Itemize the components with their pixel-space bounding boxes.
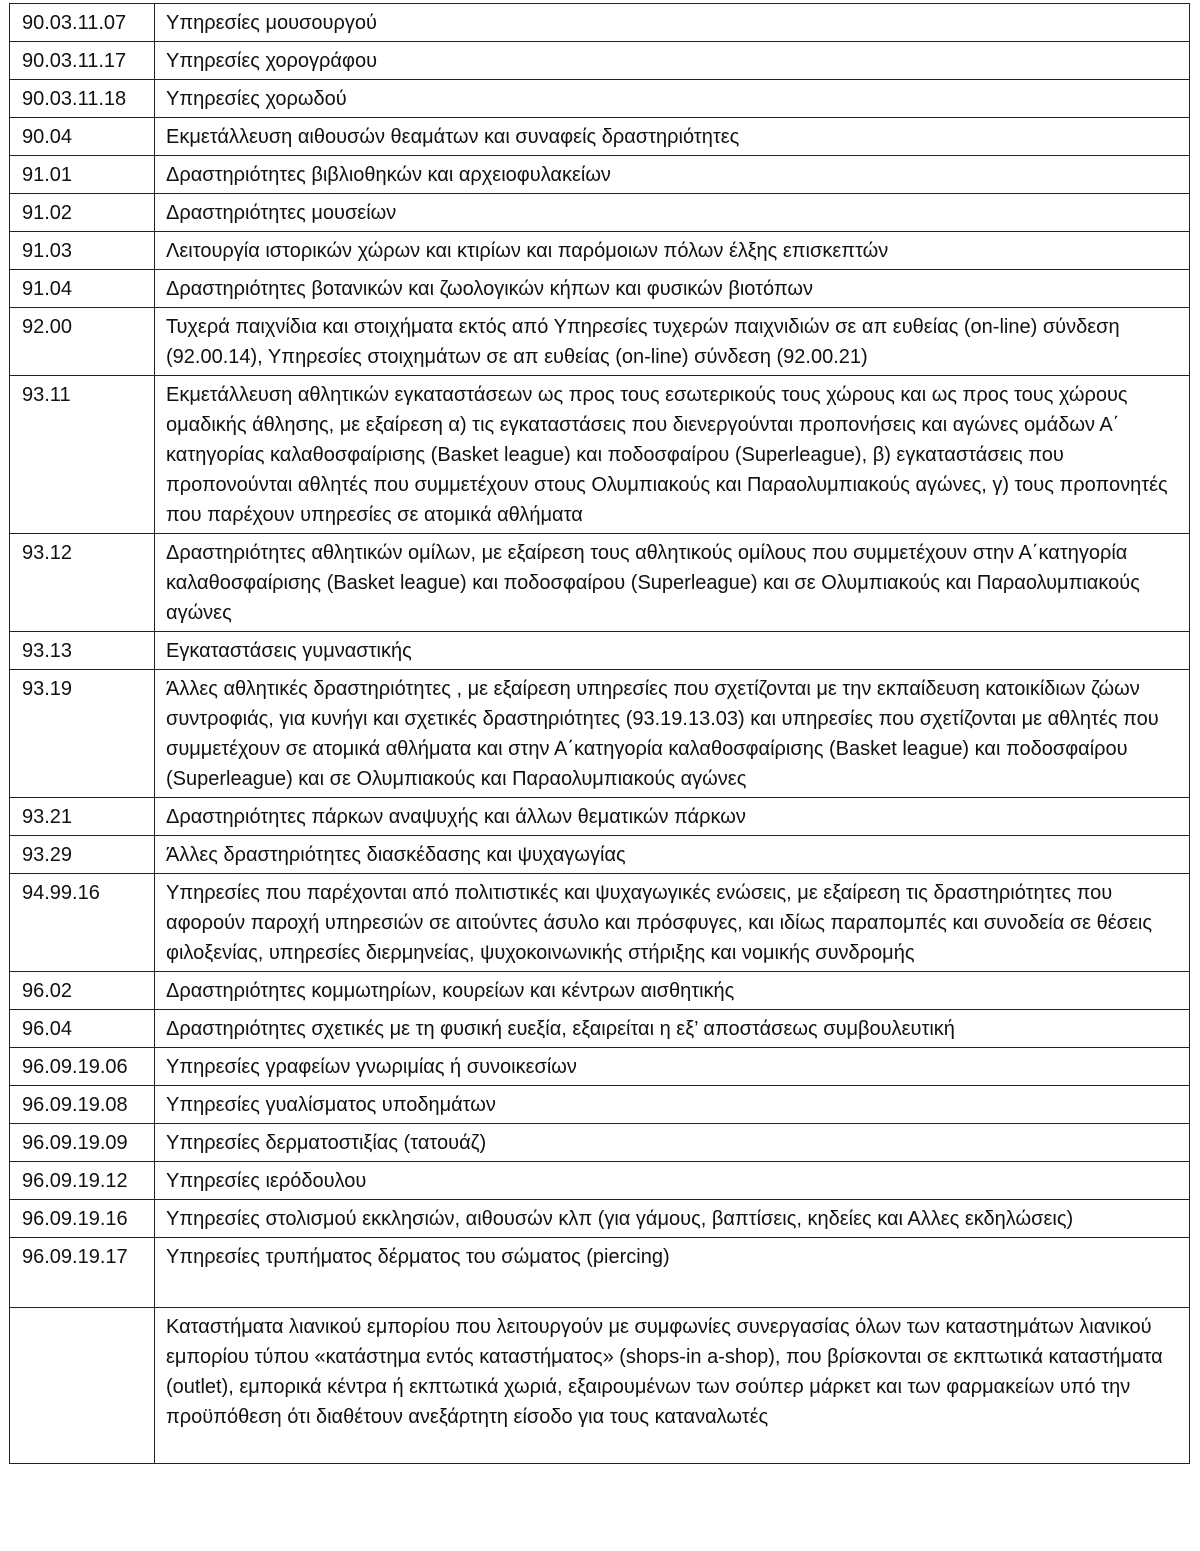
activity-description: Εκμετάλλευση αθλητικών εγκαταστάσεων ως προς τους εσωτερικούς τους χώρους και ως προς τους χώρους ομαδικής άθλησης, με εξαίρεση α) τις εγκαταστάσεις που διενεργούνται προπονήσεις και αγώνες ομάδων Α΄ κατηγορίας καλαθοσφαίρισης (Basket league) και ποδοσφαίρου (Superleague), β) εγκαταστάσεις που προπονούνται αθλητές που συμμετέχουν στους Ολυμπιακούς και Παραολυμπιακούς αγώνες, γ) τους προπονητές που παρέχουν υπηρεσίες σε ατομικά αθλήματα <box>155 376 1190 534</box>
activity-code: 96.09.19.06 <box>10 1048 155 1086</box>
activity-description: Τυχερά παιχνίδια και στοιχήματα εκτός από Υπηρεσίες τυχερών παιχνιδιών σε απ ευθείας (on-line) σύνδεση (92.00.14), Υπηρεσίες στοιχημάτων σε απ ευθείας (on-line) σύνδεση (92.00.21) <box>155 308 1190 376</box>
activity-description: Υπηρεσίες μουσουργού <box>155 4 1190 42</box>
activity-description: Εκμετάλλευση αιθουσών θεαμάτων και συναφείς δραστηριότητες <box>155 118 1190 156</box>
table-row <box>10 1238 1190 1308</box>
activity-description: Υπηρεσίες χορωδού <box>155 80 1190 118</box>
activity-description: Υπηρεσίες ιερόδουλου <box>155 1162 1190 1200</box>
activity-code: 93.11 <box>10 376 155 534</box>
table-row <box>10 156 1190 194</box>
table-row <box>10 1048 1190 1086</box>
activity-code: 93.13 <box>10 632 155 670</box>
table-row <box>10 1162 1190 1200</box>
activity-code <box>10 1308 155 1464</box>
activity-code: 96.09.19.12 <box>10 1162 155 1200</box>
activity-code: 93.21 <box>10 798 155 836</box>
table-row <box>10 836 1190 874</box>
table-row <box>10 80 1190 118</box>
activity-code: 96.04 <box>10 1010 155 1048</box>
activity-code: 90.03.11.18 <box>10 80 155 118</box>
activity-description: Υπηρεσίες τρυπήματος δέρματος του σώματος (piercing) <box>155 1238 1190 1308</box>
table-row <box>10 798 1190 836</box>
activity-code: 91.01 <box>10 156 155 194</box>
activity-code: 90.04 <box>10 118 155 156</box>
table-row <box>10 1308 1190 1464</box>
table-row <box>10 1200 1190 1238</box>
activity-description: Υπηρεσίες γυαλίσματος υποδημάτων <box>155 1086 1190 1124</box>
activity-code: 93.12 <box>10 534 155 632</box>
table-row <box>10 42 1190 80</box>
activity-code: 90.03.11.07 <box>10 4 155 42</box>
activity-description: Άλλες δραστηριότητες διασκέδασης και ψυχαγωγίας <box>155 836 1190 874</box>
activity-code: 96.02 <box>10 972 155 1010</box>
activity-code: 96.09.19.16 <box>10 1200 155 1238</box>
table-row <box>10 270 1190 308</box>
activity-code: 94.99.16 <box>10 874 155 972</box>
activity-description: Δραστηριότητες βοτανικών και ζωολογικών κήπων και φυσικών βιοτόπων <box>155 270 1190 308</box>
activity-description: Υπηρεσίες δερματοστιξίας (τατουάζ) <box>155 1124 1190 1162</box>
activity-description: Δραστηριότητες αθλητικών ομίλων, με εξαίρεση τους αθλητικούς ομίλους που συμμετέχουν στην Α΄κατηγορία καλαθοσφαίρισης (Basket league) και ποδοσφαίρου (Superleague) και σε Ολυμπιακούς και Παραολυμπιακούς αγώνες <box>155 534 1190 632</box>
activity-code: 96.09.19.17 <box>10 1238 155 1308</box>
activity-description: Καταστήματα λιανικού εμπορίου που λειτουργούν με συμφωνίες συνεργασίας όλων των καταστημάτων λιανικού εμπορίου τύπου «κατάστημα εντός καταστήματος» (shops-in a-shop), που βρίσκονται σε εκπτωτικά καταστήματα (outlet), εμπορικά κέντρα ή εκπτωτικά χωριά, εξαιρουμένων των σούπερ μάρκετ και των φαρμακείων υπό την προϋπόθεση ότι διαθέτουν ανεξάρτητη είσοδο για τους καταναλωτές <box>155 1308 1190 1464</box>
table-row <box>10 972 1190 1010</box>
table-row <box>10 4 1190 42</box>
table-row <box>10 1124 1190 1162</box>
activity-description: Δραστηριότητες βιβλιοθηκών και αρχειοφυλακείων <box>155 156 1190 194</box>
activity-description: Υπηρεσίες χορογράφου <box>155 42 1190 80</box>
activity-description: Δραστηριότητες μουσείων <box>155 194 1190 232</box>
activity-code: 93.19 <box>10 670 155 798</box>
activity-code: 91.04 <box>10 270 155 308</box>
activity-description: Δραστηριότητες πάρκων αναψυχής και άλλων θεματικών πάρκων <box>155 798 1190 836</box>
activity-description: Λειτουργία ιστορικών χώρων και κτιρίων και παρόμοιων πόλων έλξης επισκεπτών <box>155 232 1190 270</box>
activity-description: Εγκαταστάσεις γυμναστικής <box>155 632 1190 670</box>
activity-code: 93.29 <box>10 836 155 874</box>
activity-code: 96.09.19.09 <box>10 1124 155 1162</box>
activity-code: 92.00 <box>10 308 155 376</box>
activity-code: 90.03.11.17 <box>10 42 155 80</box>
table-row <box>10 534 1190 632</box>
table-body <box>10 4 1190 1464</box>
table-row <box>10 1010 1190 1048</box>
activity-description: Δραστηριότητες κομμωτηρίων, κουρείων και κέντρων αισθητικής <box>155 972 1190 1010</box>
table-row <box>10 232 1190 270</box>
table-row <box>10 194 1190 232</box>
table-row <box>10 670 1190 798</box>
table-row <box>10 632 1190 670</box>
activity-description: Υπηρεσίες στολισμού εκκλησιών, αιθουσών κλπ (για γάμους, βαπτίσεις, κηδείες και Αλλες εκδηλώσεις) <box>155 1200 1190 1238</box>
activity-description: Υπηρεσίες γραφείων γνωριμίας ή συνοικεσίων <box>155 1048 1190 1086</box>
table-row <box>10 118 1190 156</box>
activity-description: Υπηρεσίες που παρέχονται από πολιτιστικές και ψυχαγωγικές ενώσεις, με εξαίρεση τις δραστηριότητες που αφορούν παροχή υπηρεσιών σε αιτούντες άσυλο και πρόσφυγες, και ιδίως παραπομπές και συνοδεία σε θέσεις φιλοξενίας, υπηρεσίες διερμηνείας, ψυχοκοινωνικής στήριξης και νομικής συνδρομής <box>155 874 1190 972</box>
table-row <box>10 874 1190 972</box>
table-row <box>10 376 1190 534</box>
activity-code: 91.02 <box>10 194 155 232</box>
activity-description: Δραστηριότητες σχετικές με τη φυσική ευεξία, εξαιρείται η εξ’ αποστάσεως συμβουλευτική <box>155 1010 1190 1048</box>
activity-code: 91.03 <box>10 232 155 270</box>
activity-description: Άλλες αθλητικές δραστηριότητες , με εξαίρεση υπηρεσίες που σχετίζονται με την εκπαίδευση κατοικίδιων ζώων συντροφιάς, για κυνήγι και σχετικές δραστηριότητες (93.19.13.03) και υπηρεσίες που σχετίζονται με αθλητές που συμμετέχουν σε ατομικά αθλήματα και στην Α΄κατηγορία καλαθοσφαίρισης (Basket league) και ποδοσφαίρου (Superleague) και σε Ολυμπιακούς και Παραολυμπιακούς αγώνες <box>155 670 1190 798</box>
table-row <box>10 308 1190 376</box>
activity-codes-table <box>9 3 1190 1464</box>
activity-code: 96.09.19.08 <box>10 1086 155 1124</box>
table-row <box>10 1086 1190 1124</box>
